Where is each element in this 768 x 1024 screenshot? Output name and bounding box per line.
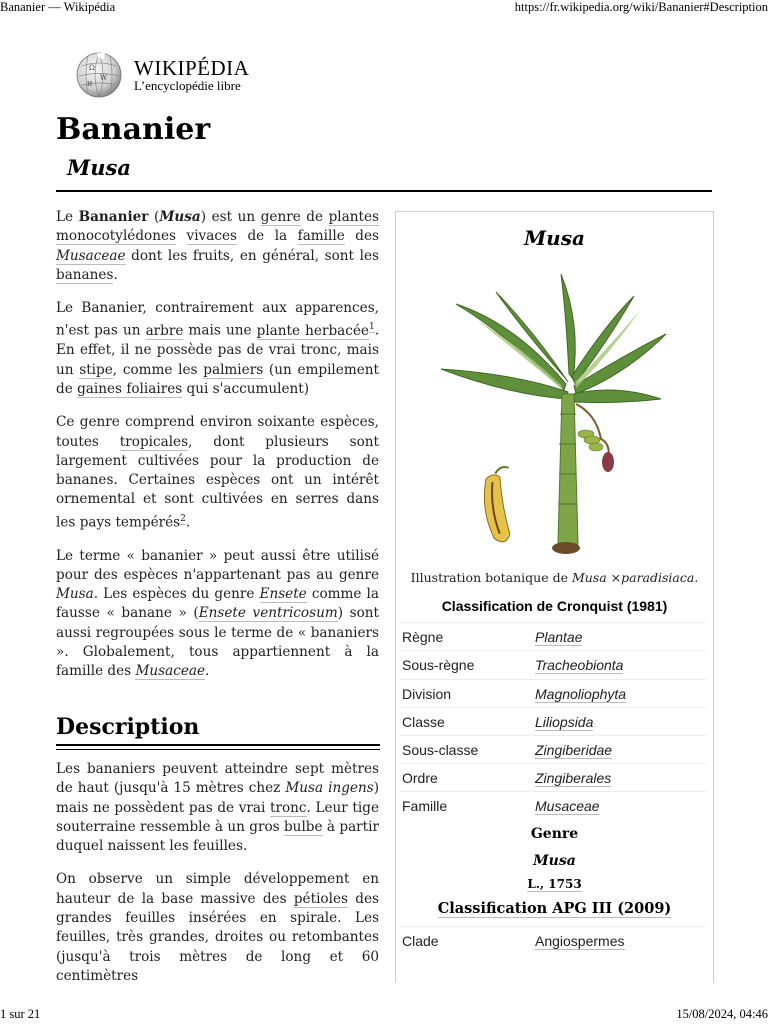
link-petioles[interactable]: pétioles	[293, 890, 348, 907]
taxon-row	[401, 763, 706, 790]
link-palmiers[interactable]: palmiers	[203, 361, 264, 378]
link-musaceae[interactable]: Musaceae	[135, 663, 206, 680]
link-stipe[interactable]: stipe	[79, 361, 113, 378]
page-subtitle: Musa	[67, 155, 131, 180]
rank-label[interactable]: Sous-règne	[402, 657, 475, 673]
link-gaines-foliaires[interactable]: gaines foliaires	[77, 380, 183, 397]
taxon-link[interactable]: Magnoliophyta	[535, 686, 627, 702]
wikipedia-logo[interactable]	[74, 52, 254, 102]
footnote-ref[interactable]: 1	[368, 322, 375, 333]
page-counter: 1 sur 21	[0, 1007, 41, 1021]
genus-author-link[interactable]: L., 1753	[527, 877, 582, 891]
intro-paragraph: Le Bananier (Musa) est un genre de plantes monocotylédones vivaces de la famille des Musaceae dont les fruits, en général, sont les bananes.	[56, 209, 380, 283]
link-ensete-ventricosum[interactable]: Ensete ventricosum	[198, 605, 338, 622]
rank-label[interactable]: Règne	[402, 629, 444, 645]
description-body	[56, 760, 379, 1000]
taxon-link[interactable]: Liliopsida	[535, 714, 594, 730]
taxon-link[interactable]: Zingiberidae	[535, 742, 613, 758]
rank-label[interactable]: Ordre	[402, 770, 438, 786]
taxon-row	[401, 622, 706, 649]
intro-paragraph: Le terme « bananier » peut aussi être utilisé pour des espèces n'appartenant pas au genre Musa. Les espèces du genre Ensete comme la fausse « banane » (Ensete ventricosum) sont aussi regroupées sous le terme de « bananiers ». Globalement, tous appartiennent à la famille des Musaceae.	[56, 547, 379, 680]
taxobox-title: Musa	[524, 226, 585, 250]
taxon-link[interactable]: Tracheobionta	[535, 657, 624, 673]
taxon-link[interactable]: Zingiberales	[535, 770, 612, 786]
link-vivaces[interactable]: vivaces	[186, 228, 237, 245]
section-divider	[56, 744, 380, 746]
link-bananes[interactable]: bananes	[56, 266, 114, 283]
taxon-row	[401, 735, 706, 762]
intro-paragraph: Ce genre comprend environ soixante espèces, toutes tropicales, dont plusieurs sont largement cultivées pour la production de bananes. Certaines espèces ont un intérêt ornemental et sont cultivées en serres dans les pays tempérés$^2$.	[56, 414, 379, 531]
globe-puzzle-icon	[74, 52, 124, 98]
description-paragraph: Les bananiers peuvent atteindre sept mètres de haut (jusqu'à 15 mètres chez Musa ingens) mais ne possèdent pas de vrai tronc. Leur tige souterraine ressemble à un gros bulbe à partir duquel naissent les feuilles.	[56, 761, 380, 855]
taxon-row	[401, 926, 706, 953]
article-intro	[56, 208, 379, 696]
taxobox-caption: Illustration botanique de Musa ×paradisiaca.	[410, 570, 699, 585]
wikipedia-wordmark: WIKIPÉDIA	[134, 56, 250, 80]
rank-label[interactable]: Division	[402, 686, 452, 702]
browser-tab-title: Bananier — Wikipédia	[0, 0, 116, 14]
rank-label: Clade	[402, 933, 439, 949]
link-genre[interactable]: genre	[260, 209, 301, 225]
rank-label[interactable]: Famille	[402, 798, 448, 814]
taxon-link[interactable]: Angiospermes	[535, 933, 625, 949]
apg-heading-link[interactable]: Classification APG III (2009)	[437, 900, 672, 917]
print-datetime: 15/08/2024, 04:46	[676, 1007, 768, 1021]
taxon-link[interactable]: Musaceae	[535, 798, 600, 814]
link-arbre[interactable]: arbre	[145, 323, 184, 340]
link-musaceae[interactable]: Musaceae	[56, 247, 126, 264]
cronquist-heading[interactable]: Classification de Cronquist (1981)	[441, 598, 668, 614]
taxon-row	[401, 679, 706, 706]
taxon-row	[401, 650, 706, 677]
genus-name: Musa	[533, 853, 576, 869]
banana-plant-illustration[interactable]	[436, 264, 676, 564]
svg-text:И: И	[87, 81, 93, 88]
link-bulbe[interactable]: bulbe	[283, 818, 323, 835]
taxobox	[395, 211, 714, 983]
genus-heading: Genre	[530, 826, 579, 842]
link-ensete[interactable]: Ensete	[259, 586, 307, 603]
link-plante-herbacee[interactable]: plante herbacée	[256, 323, 369, 340]
intro-paragraph: Le Bananier, contrairement aux apparences, n'est pas un arbre mais une plante herbacée$^1$. En effet, il ne possède pas de vrai tronc, mais un stipe, comme les palmiers (un empilement de gaines foliaires qui s'accumulent)	[56, 300, 380, 397]
rank-label[interactable]: Sous-classe	[402, 742, 479, 758]
link-famille[interactable]: famille	[297, 228, 345, 245]
taxon-link[interactable]: Plantae	[535, 629, 583, 645]
section-heading-description: Description	[56, 714, 200, 740]
description-paragraph: On observe un simple développement en hauteur de la base massive des pétioles des grandes feuilles insérées en spirale. Les feuilles, très grandes, droites ou retombantes (jusqu'à trois mètres de long et 60 centimètres	[56, 871, 379, 984]
footnote-ref[interactable]: 2	[180, 513, 186, 524]
link-tropicales[interactable]: tropicales	[119, 433, 189, 450]
link-plantes-monocotyledones[interactable]: plantes monocotylédones	[56, 209, 380, 245]
rank-label[interactable]: Classe	[402, 714, 445, 730]
svg-text:W: W	[100, 74, 108, 82]
page-url[interactable]: https://fr.wikipedia.org/wiki/Bananier#Description	[514, 0, 768, 14]
genus-author	[396, 877, 713, 891]
page-title: Bananier	[56, 112, 211, 147]
taxon-row	[401, 707, 706, 734]
section-divider	[56, 749, 380, 750]
title-divider	[56, 190, 712, 192]
link-tronc[interactable]: tronc	[269, 799, 307, 816]
wikipedia-tagline: L’encyclopédie libre	[134, 78, 241, 93]
svg-text:Ω: Ω	[89, 64, 95, 72]
taxon-row	[401, 791, 706, 818]
apg-heading	[396, 900, 713, 917]
